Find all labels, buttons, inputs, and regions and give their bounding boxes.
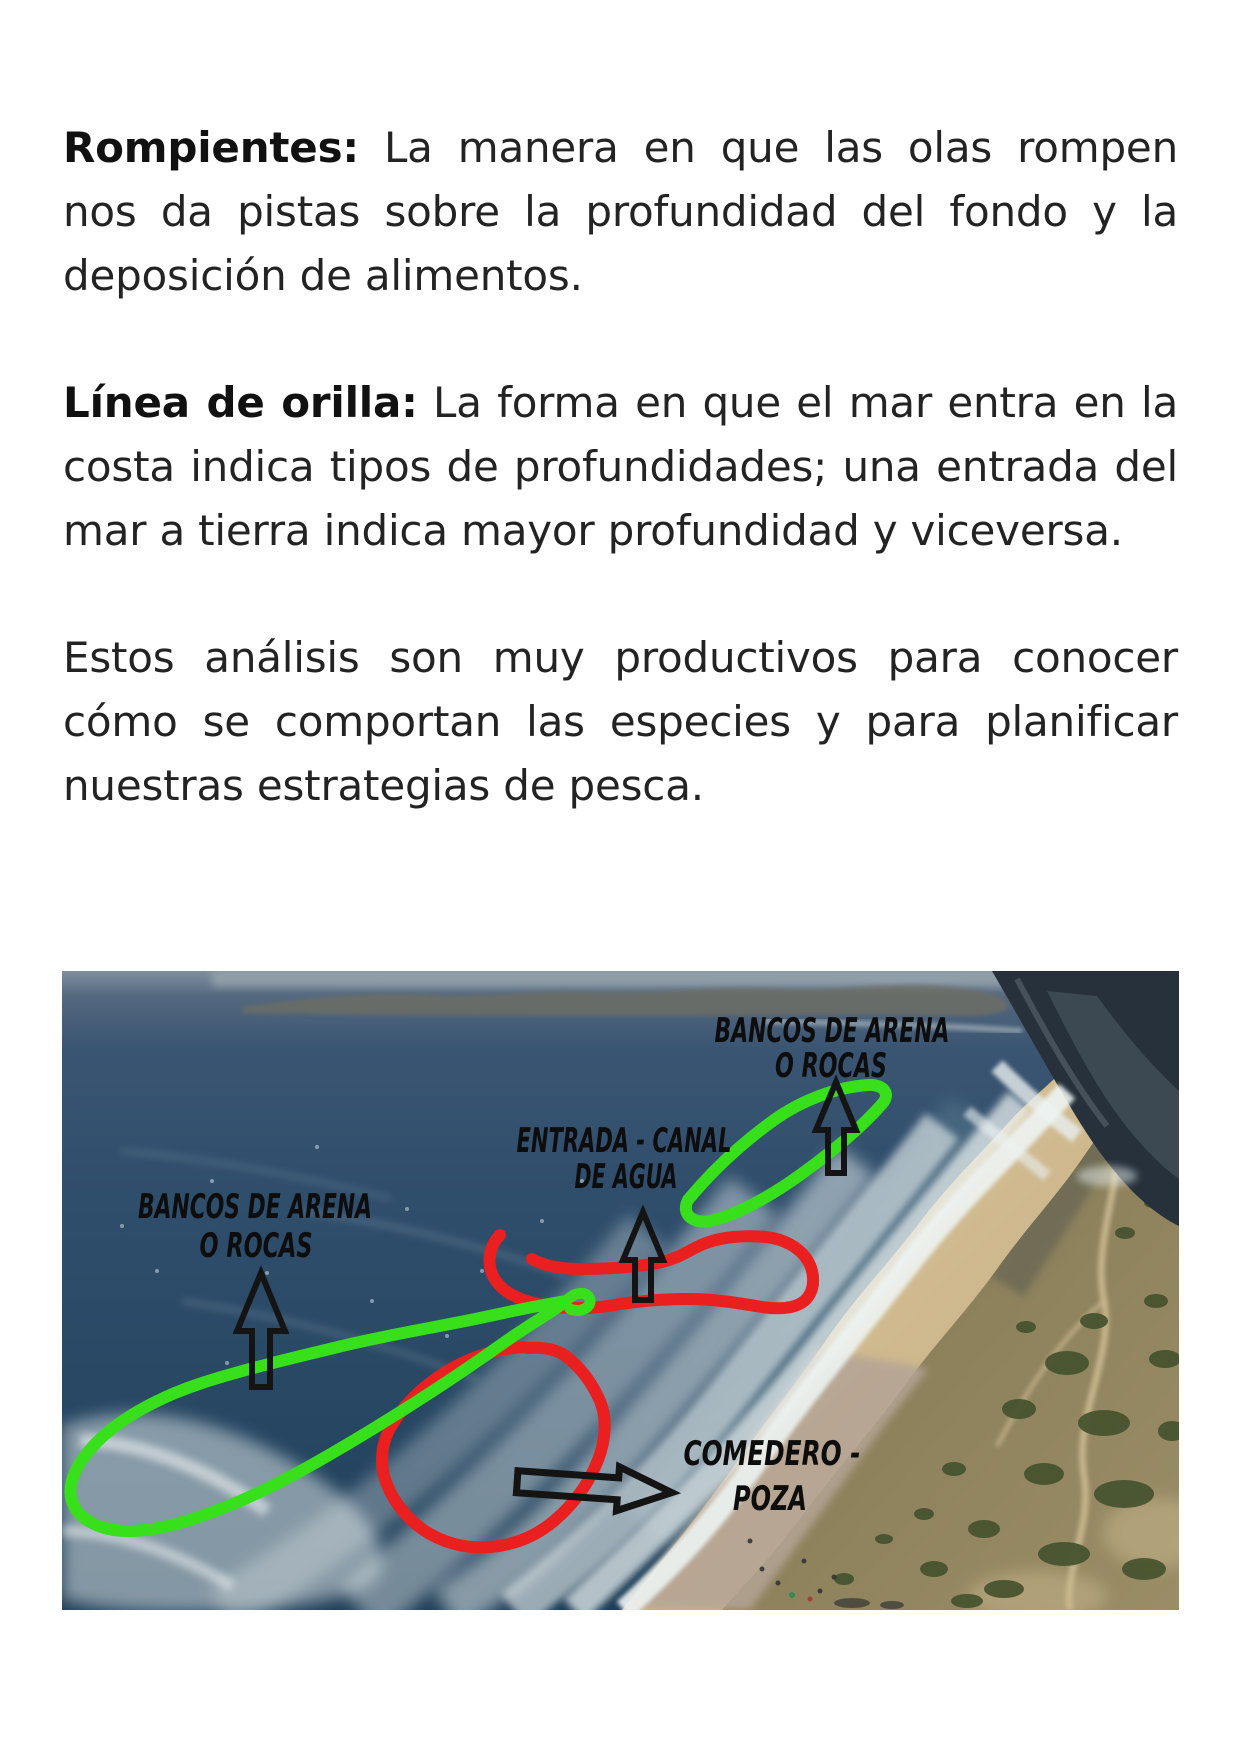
label-sandbanks-left-line2: O ROCAS bbox=[199, 1226, 313, 1266]
label-sandbanks-right-line1: BANCOS DE ARENA bbox=[714, 1011, 950, 1051]
paragraph-lead: Línea de orilla: bbox=[63, 378, 418, 427]
label-channel-line1: ENTRADA - CANAL bbox=[516, 1121, 732, 1161]
label-feeding-pool-line1: COMEDERO - bbox=[683, 1434, 861, 1474]
label-channel-line2: DE AGUA bbox=[574, 1157, 678, 1197]
paragraph-text: La forma en que el mar entra en la costa indica tipos de profundidades; una entrada del mar a tierra indica mayor profundidad y viceversa. bbox=[63, 378, 1178, 555]
paragraph-estos-analisis bbox=[63, 626, 1178, 818]
text-content bbox=[63, 116, 1178, 881]
figure-beach-analysis bbox=[62, 971, 1179, 1610]
annotated-beach-photo bbox=[62, 971, 1179, 1610]
label-feeding-pool-line2: POZA bbox=[733, 1479, 807, 1519]
paragraph-linea-de-orilla bbox=[63, 371, 1178, 563]
paragraph-text: Estos análisis son muy productivos para conocer cómo se comportan las especies y para planificar nuestras estrategias de pesca. bbox=[63, 633, 1178, 810]
label-sandbanks-right-line2: O ROCAS bbox=[775, 1046, 887, 1086]
label-sandbanks-left-line1: BANCOS DE ARENA bbox=[138, 1187, 372, 1227]
paragraph-rompientes bbox=[63, 116, 1178, 308]
paragraph-text: La manera en que las olas rompen nos da pistas sobre la profundidad del fondo y la deposición de alimentos. bbox=[63, 123, 1178, 300]
paragraph-lead: Rompientes: bbox=[63, 123, 359, 172]
